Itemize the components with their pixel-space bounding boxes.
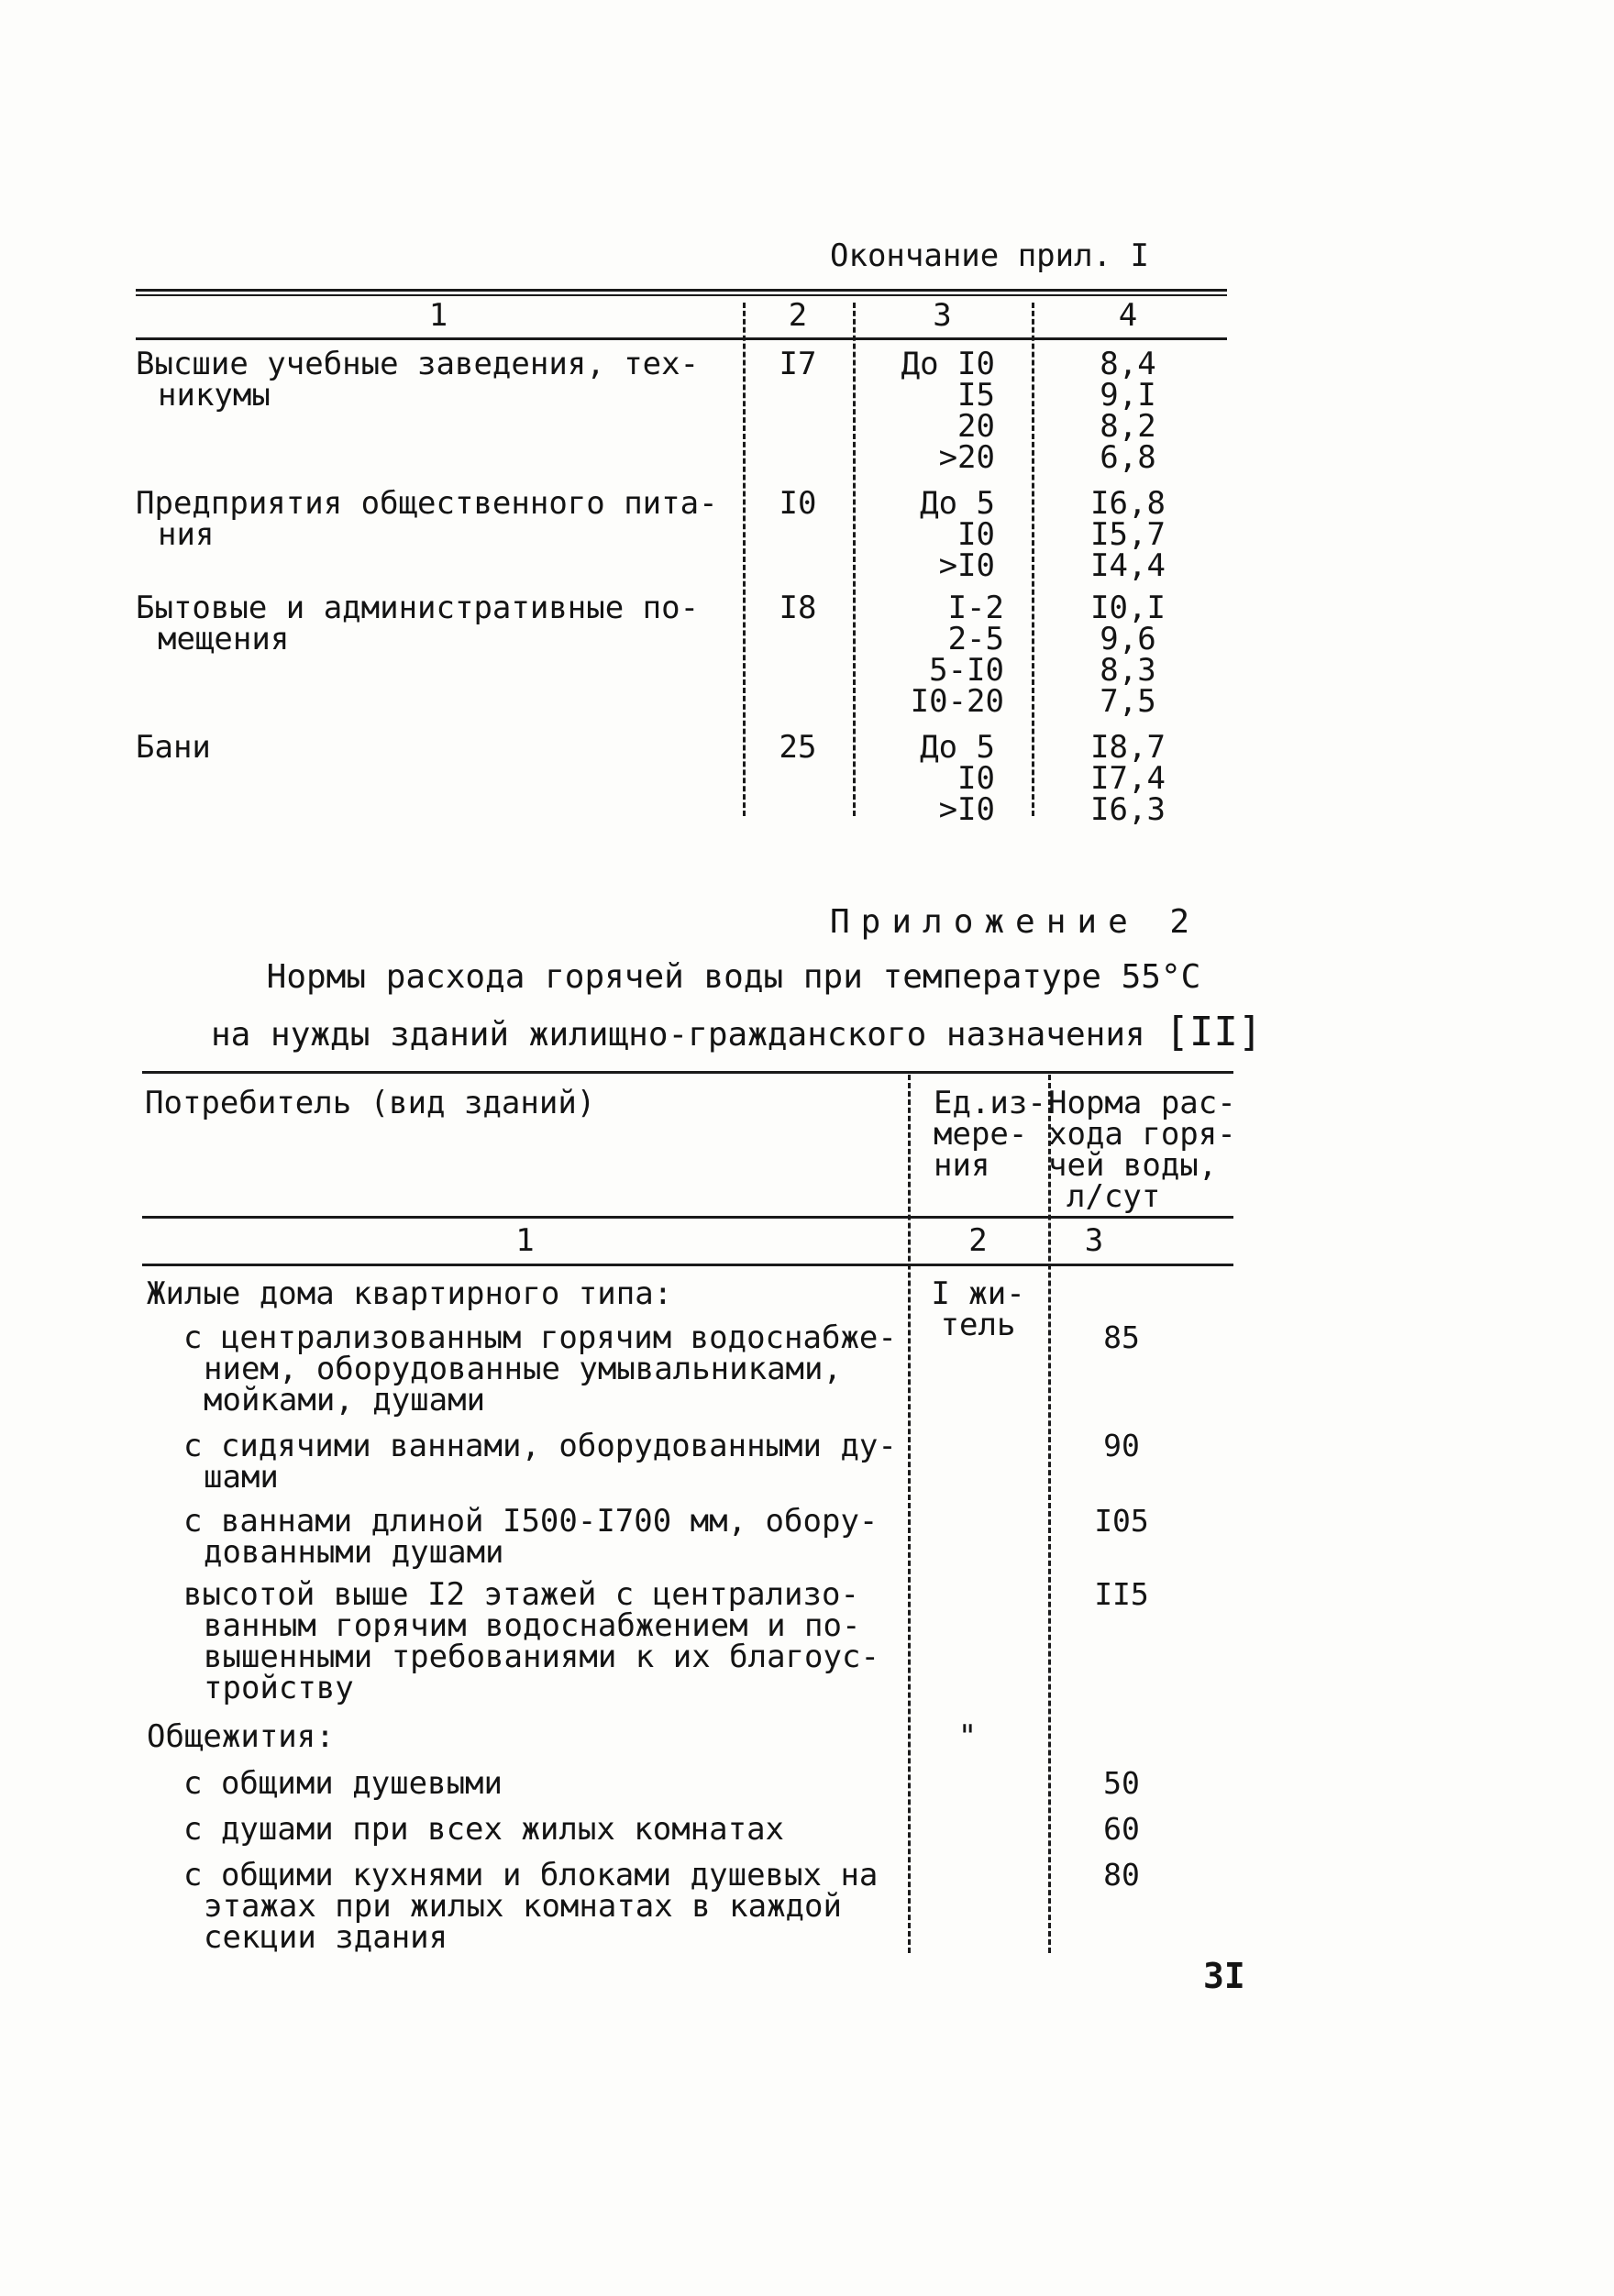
table2-numbers-rule: [142, 1264, 1233, 1266]
table2-unit-line-1: I жи-: [931, 1275, 1025, 1312]
table2-row-3-value: I05: [1094, 1503, 1149, 1539]
table2-header-col3-line-4: л/сут: [1067, 1178, 1161, 1215]
table2-row-2-text-line-2: шами: [204, 1459, 279, 1496]
table2-col-divider-1: [908, 1075, 911, 1953]
table1-header-4: 4: [1118, 297, 1138, 334]
table2-header-col3-line-1: Норма рас-: [1048, 1085, 1236, 1121]
table2-row-1-text-line-1: с централизованным горячим водоснабже-: [183, 1319, 897, 1356]
table1-row-1-col3: [853, 346, 995, 476]
table2-header-col3: [1048, 1085, 1236, 1215]
page-number: 3I: [1203, 1956, 1245, 1996]
table1-row-3-col4-line-3: 8,3: [1100, 652, 1156, 689]
table1-row-4-col3-line-1: До 5: [920, 729, 995, 766]
appendix-label: Приложение 2: [830, 903, 1201, 941]
table2-row-6-value: 60: [1103, 1811, 1140, 1847]
table1-row-1-col4: [1032, 346, 1224, 476]
table2-top-rule: [142, 1071, 1233, 1074]
table1-row-3-name: [136, 592, 741, 655]
table2-row-1-value: 85: [1103, 1319, 1140, 1355]
table2-header-col2-line-2: мере-: [934, 1116, 1028, 1153]
table2-row-4-text-line-3: вышенными требованиями к их благоус-: [204, 1639, 879, 1675]
table1-row-3-col3: [853, 590, 1004, 720]
table2-header-col2: [934, 1085, 1046, 1184]
table2-row-7-value: 80: [1103, 1857, 1140, 1893]
table2-row-7-text-line-1: с общими кухнями и блоками душевых на: [183, 1857, 879, 1893]
table2-header-col2-line-3: ния: [934, 1147, 990, 1184]
table2-group1-title: Жилые дома квартирного типа:: [147, 1275, 673, 1312]
table2-row-5-text-line-1: с общими душевыми: [183, 1765, 503, 1802]
table2-header-col3-line-3: чей воды,: [1048, 1147, 1218, 1184]
table2-row-6-text-line-1: с душами при всех жилых комнатах: [183, 1811, 785, 1848]
table1-row-3-col3-line-1: I-2: [947, 590, 1004, 626]
table2-row-4-text-line-4: тройству: [204, 1670, 354, 1706]
table2-header-col3-line-2: хода горя-: [1048, 1116, 1236, 1153]
table2-row-1-text-line-3: мойками, душами: [204, 1382, 486, 1418]
table1-row-1-col4-line-2: 9,I: [1100, 377, 1156, 414]
table1-row-3-col3-line-2: 2-5: [947, 621, 1004, 657]
table1-row-1-name: [136, 346, 741, 414]
appendix-reference: [II]: [1165, 1009, 1263, 1055]
table1-row-2-col4: [1032, 485, 1224, 584]
table1-row-2-col3-line-3: >I0: [938, 547, 995, 584]
appendix-title-line-1: Нормы расхода горячей воды при температуре 55°С: [266, 958, 1201, 996]
table1-top-rule-2: [136, 294, 1227, 296]
table1-row-2-col4-line-2: I5,7: [1090, 516, 1166, 553]
table2-row-2-value: 90: [1103, 1428, 1140, 1463]
table1-row-4-col3-line-2: I0: [957, 760, 995, 797]
table2-row-7-text: [183, 1857, 908, 1956]
table1-row-3-col4-line-1: I0,I: [1090, 590, 1166, 626]
table2-number-3: 3: [1084, 1222, 1104, 1259]
table1-top-rule: [136, 289, 1227, 292]
table1-row-1-col2: I7: [779, 346, 817, 382]
table1-row-1-col4-line-3: 8,2: [1100, 408, 1156, 445]
table2-row-7-text-line-3: секции здания: [204, 1919, 448, 1956]
table2-row-3-text-line-1: с ваннами длиной I500-I700 мм, обору-: [183, 1503, 879, 1540]
table1-row-2-name-line-2: ния: [158, 516, 215, 553]
table1-row-4-col4-line-3: I6,3: [1090, 791, 1166, 828]
table1-row-3-col3-line-4: I0-20: [910, 683, 1004, 720]
table1-caption: Окончание прил. I: [830, 237, 1149, 274]
appendix-title-line-2: на нужды зданий жилищно-гражданского назначения: [211, 1016, 1145, 1054]
table1-row-2-col3: [853, 485, 995, 584]
table1-row-3-name-line-2: мещения: [158, 621, 290, 657]
table1-row-1-col4-line-4: 6,8: [1100, 439, 1156, 476]
table2-row-1-text-line-2: нием, оборудованные умывальниками,: [204, 1351, 842, 1387]
table1-row-1-name-line-1: Высшие учебные заведения, тех-: [136, 346, 700, 382]
table1-row-1-col3-line-2: I5: [957, 377, 995, 414]
table2-row-7-text-line-2: этажах при жилых комнатах в каждой: [204, 1888, 842, 1925]
table1-row-2-col3-line-1: До 5: [920, 485, 995, 522]
table1-header-1: 1: [428, 297, 448, 334]
table2-number-2: 2: [968, 1222, 988, 1259]
table1-row-1-name-line-2: никумы: [158, 377, 271, 414]
table1-row-4-col4-line-1: I8,7: [1090, 729, 1166, 766]
table2-unit-line-2: тель: [940, 1307, 1016, 1343]
table1-row-3-name-line-1: Бытовые и административные по-: [136, 590, 700, 626]
table2-row-1-text: [183, 1319, 908, 1418]
table2-row-3-text: [183, 1503, 908, 1571]
table1-row-3-col4-line-4: 7,5: [1100, 683, 1156, 720]
table2-header-col1: Потребитель (вид зданий): [145, 1085, 596, 1121]
table1-header-2: 2: [788, 297, 808, 334]
table1-row-4-col2: 25: [779, 729, 817, 766]
table1-row-4-col4: [1032, 729, 1224, 828]
table2-ditto-mark: ": [957, 1718, 978, 1755]
table2-row-4-value: II5: [1094, 1576, 1149, 1612]
table2-row-2-text-line-1: с сидячими ваннами, оборудованными ду-: [183, 1428, 897, 1464]
table1-header-3: 3: [933, 297, 952, 334]
table1-row-2-col3-line-2: I0: [957, 516, 995, 553]
table1-row-1-col3-line-1: До I0: [901, 346, 995, 382]
table1-row-3-col4-line-2: 9,6: [1100, 621, 1156, 657]
table2-row-4-text: [183, 1576, 908, 1706]
table1-row-2-col4-line-3: I4,4: [1090, 547, 1166, 584]
table1-row-1-col4-line-1: 8,4: [1100, 346, 1156, 382]
table2-group2-title: Общежития:: [147, 1718, 335, 1755]
table1-row-4-col3: [853, 729, 995, 828]
appendix-title-line-2-wrap: [211, 1009, 1262, 1055]
table2-row-6-text: [183, 1811, 908, 1848]
table1-row-4-col4-line-2: I7,4: [1090, 760, 1166, 797]
table2-header-col2-line-1: Ед.из-: [934, 1085, 1046, 1121]
table1-row-2-name: [136, 485, 741, 553]
table1-row-2-col4-line-1: I6,8: [1090, 485, 1166, 522]
table2-unit: [908, 1275, 1048, 1343]
table1-row-1-col3-line-4: >20: [938, 439, 995, 476]
table1-row-4-name: [136, 729, 741, 766]
table2-row-5-text: [183, 1765, 908, 1802]
table2-row-3-text-line-2: дованными душами: [204, 1534, 504, 1571]
table1-row-2-name-line-1: Предприятия общественного пита-: [136, 485, 718, 522]
table2-row-5-value: 50: [1103, 1765, 1140, 1801]
table1-row-2-col2: I0: [779, 485, 817, 522]
table2-row-2-text: [183, 1428, 908, 1496]
table2-number-1: 1: [515, 1222, 535, 1259]
table1-row-3-col4: [1032, 590, 1224, 720]
table2-row-4-text-line-1: высотой выше I2 этажей с централизо-: [183, 1576, 859, 1613]
table1-row-3-col2: I8: [779, 590, 817, 626]
table1-header-rule: [136, 337, 1227, 340]
table1-row-4-name-line-1: Бани: [136, 729, 211, 766]
table1-row-4-col3-line-3: >I0: [938, 791, 995, 828]
table2-row-4-text-line-2: ванным горячим водоснабжением и по-: [204, 1607, 861, 1644]
table2-header-rule: [142, 1216, 1233, 1219]
table1-row-3-col3-line-3: 5-I0: [929, 652, 1004, 689]
table1-row-1-col3-line-3: 20: [957, 408, 995, 445]
